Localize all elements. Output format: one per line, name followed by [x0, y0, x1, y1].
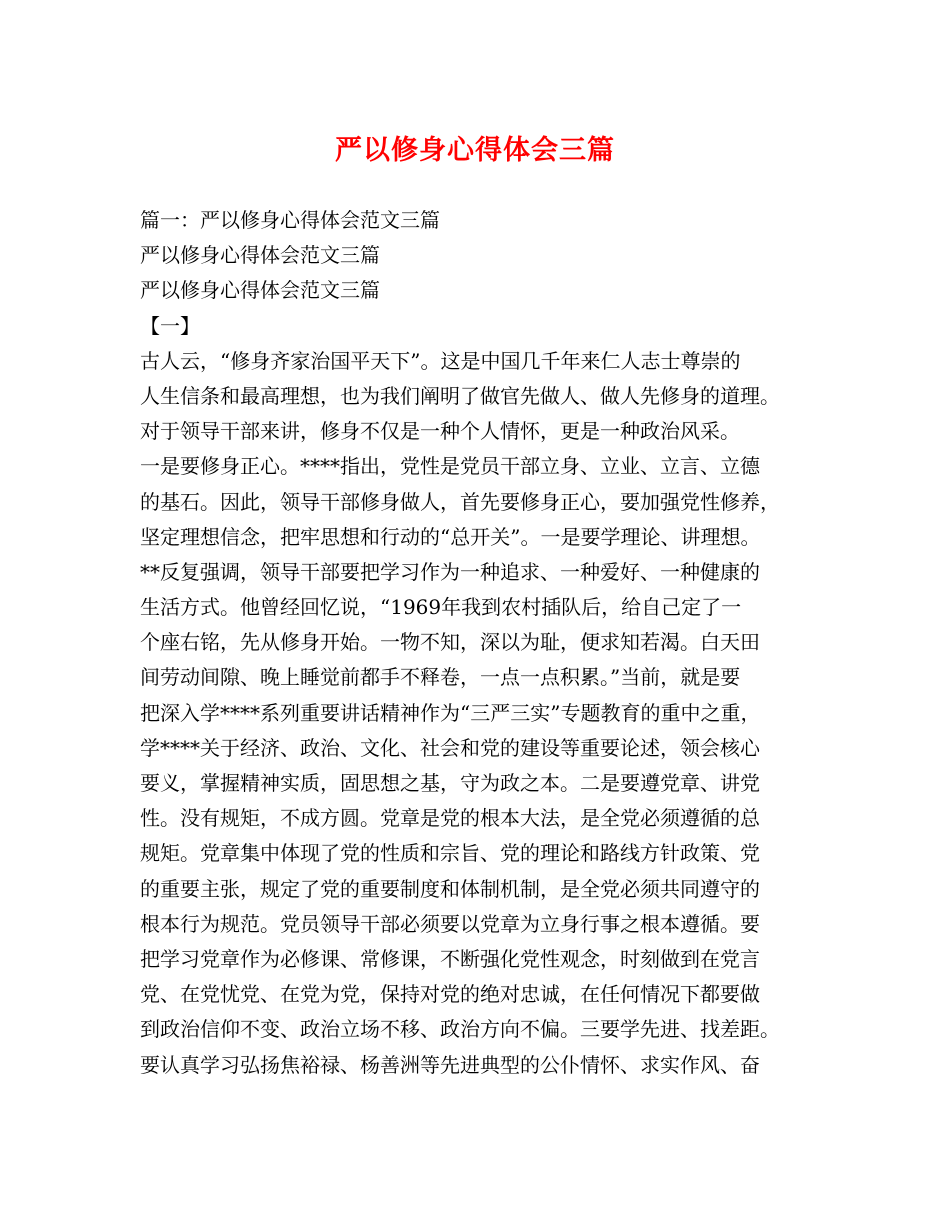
paragraph-line: 间劳动间隙、晚上睡觉前都手不释卷，一点一点积累。”当前，就是要 — [140, 665, 741, 690]
subtitle-line: 严以修身心得体会范文三篇 — [140, 243, 380, 268]
paragraph-line: 党、在党忧党、在党为党，保持对党的绝对忠诚，在任何情况下都要做 — [140, 982, 760, 1007]
paragraph-line: 对于领导干部来讲，修身不仅是一种个人情怀，更是一种政治风采。 — [140, 419, 740, 444]
paragraph-line: 根本行为规范。党员领导干部必须要以党章为立身行事之根本遵循。要 — [140, 911, 760, 936]
paragraph-line: 性。没有规矩，不成方圆。党章是党的根本大法，是全党必须遵循的总 — [140, 806, 760, 831]
paragraph-line: 的基石。因此，领导干部修身做人，首先要修身正心，要加强党性修养， — [140, 489, 780, 514]
paragraph-line: 古人云，“修身齐家治国平天下”。这是中国几千年来仁人志士尊崇的 — [140, 348, 741, 373]
paragraph-line: 坚定理想信念，把牢思想和行动的“总开关”。一是要学理论、讲理想。 — [140, 524, 761, 549]
paragraph-line: 的重要主张，规定了党的重要制度和体制机制，是全党必须共同遵守的 — [140, 876, 760, 901]
paragraph-line: 规矩。党章集中体现了党的性质和宗旨、党的理论和路线方针政策、党 — [140, 841, 760, 866]
paragraph-line: 一是要修身正心。****指出，党性是党员干部立身、立业、立言、立德 — [140, 454, 760, 479]
paragraph-line: 把学习党章作为必修课、常修课，不断强化党性观念，时刻做到在党言 — [140, 946, 760, 971]
paragraph-line: 生活方式。他曾经回忆说，“1969年我到农村插队后，给自己定了一 — [140, 595, 742, 620]
paragraph-line: 学****关于经济、政治、文化、社会和党的建设等重要论述，领会核心 — [140, 735, 760, 760]
document-body — [140, 203, 830, 1083]
paragraph-line: 把深入学****系列重要讲话精神作为“三严三实”专题教育的重中之重， — [140, 700, 761, 725]
paragraph-line: 个座右铭，先从修身开始。一物不知，深以为耻，便求知若渴。白天田 — [140, 630, 760, 655]
paragraph-line: **反复强调，领导干部要把学习作为一种追求、一种爱好、一种健康的 — [140, 559, 760, 584]
paragraph-line: 到政治信仰不变、政治立场不移、政治方向不偏。三要学先进、找差距。 — [140, 1017, 780, 1042]
subtitle-line: 严以修身心得体会范文三篇 — [140, 278, 380, 303]
paragraph-line: 要义，掌握精神实质，固思想之基，守为政之本。二是要遵党章、讲党 — [140, 771, 760, 795]
document-title: 严以修身心得体会三篇 — [335, 135, 615, 166]
section-heading-line: 篇一：严以修身心得体会范文三篇 — [140, 208, 440, 232]
paragraph-line: 人生信条和最高理想，也为我们阐明了做官先做人、做人先修身的道理。 — [140, 383, 780, 408]
paragraph-line: 要认真学习弘扬焦裕禄、杨善洲等先进典型的公仆情怀、求实作风、奋 — [140, 1052, 760, 1077]
part-marker: 【一】 — [140, 313, 200, 338]
